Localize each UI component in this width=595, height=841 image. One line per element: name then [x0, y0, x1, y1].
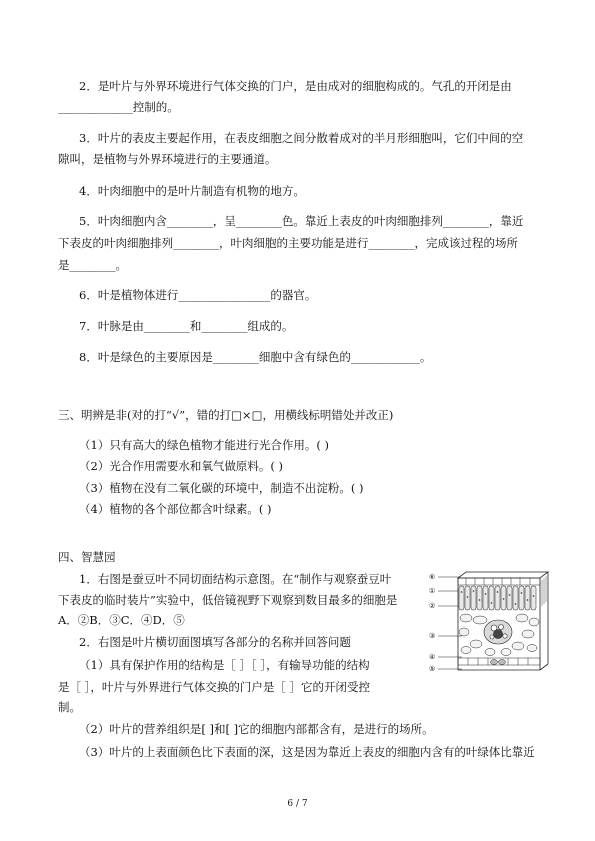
figure-label-1: ①	[429, 587, 436, 595]
wisdom-q1-line-2: 下表皮的临时装片”实验中，低倍镜视野下观察到数目最多的细胞是	[58, 593, 398, 607]
wisdom-q2-sub3: （3）叶片的上表面颜色比下表面的深，这是因为靠近上表皮的细胞内含有的叶绿体比靠近	[79, 745, 535, 759]
q3-line-1: 3．叶片的表皮主要起作用，在表皮细胞之间分散着成对的半月形细胞叫，它们中间的空	[79, 131, 524, 145]
q5-line-3: 是________。	[58, 258, 127, 272]
q2-line-2: _____________控制的。	[58, 100, 179, 114]
figure-label-5: ⑤	[429, 665, 436, 673]
section-3-title: 三、明辨是非(对的打“√”，错的打□×□，用横线标明错处并改正)	[58, 408, 394, 422]
true-false-3: （3）植物在没有二氧化碳的环境中，制造不出淀粉。( )	[79, 481, 364, 495]
wisdom-q2-sub1-line-1: （1）具有保护作用的结构是［ ］［ ］，有输导功能的结构	[79, 658, 370, 672]
q8-text: 8．叶是绿色的主要原因是________细胞中含有绿色的____________。	[79, 350, 432, 364]
wisdom-q2-sub1-line-3: 制。	[58, 700, 81, 714]
figure-label-4: ④	[429, 653, 436, 661]
q4-text: 4．叶肉细胞中的是叶片制造有机物的地方。	[79, 184, 305, 198]
wisdom-q2-sub2: （2）叶片的营养组织是[ ]和[ ]它的细胞内部都含有，是进行的场所。	[79, 722, 434, 736]
true-false-2: （2）光合作用需要水和氧气做原料。( )	[79, 459, 283, 473]
leaf-cross-section-figure	[428, 570, 552, 678]
q5-line-1: 5．叶肉细胞内含________，呈________色。靠近上表皮的叶肉细胞排列________，靠近	[79, 214, 524, 228]
wisdom-q1-options: A．②B．③C．④D．⑤	[58, 613, 185, 627]
q7-text: 7．叶脉是由________和________组成的。	[79, 319, 294, 333]
true-false-4: （4）植物的各个部位都含叶绿素。( )	[79, 502, 272, 516]
wisdom-q2-line-1: 2．右图是叶片横切面图填写各部分的名称并回答问题	[79, 635, 351, 649]
q3-line-2: 隙叫，是植物与外界环境进行的主要通道。	[58, 152, 277, 166]
section-4-title: 四、智慧园	[58, 550, 116, 564]
figure-label-2: ②	[429, 602, 436, 610]
figure-label-6: ⑥	[429, 573, 436, 581]
wisdom-q2-sub1-line-2: 是［ ］，叶片与外界进行气体交换的门户是［ ］它的开闭受控	[58, 680, 371, 694]
q5-line-2: 下表皮的叶肉细胞排列________，叶肉细胞的主要功能是进行________，完成该过程的场所	[58, 236, 518, 250]
q6-text: 6．叶是植物体进行________________的器官。	[79, 288, 317, 302]
true-false-1: （1）只有高大的绿色植物才能进行光合作用。( )	[79, 438, 329, 452]
figure-label-3: ③	[429, 632, 436, 640]
page-number: 6 / 7	[287, 799, 308, 809]
q2-line-1: 2．是叶片与外界环境进行气体交换的门户，是由成对的细胞构成的。气孔的开闭是由	[79, 79, 512, 93]
wisdom-q1-line-1: 1．右图是蚕豆叶不同切面结构示意图。在“制作与观察蚕豆叶	[79, 572, 392, 586]
